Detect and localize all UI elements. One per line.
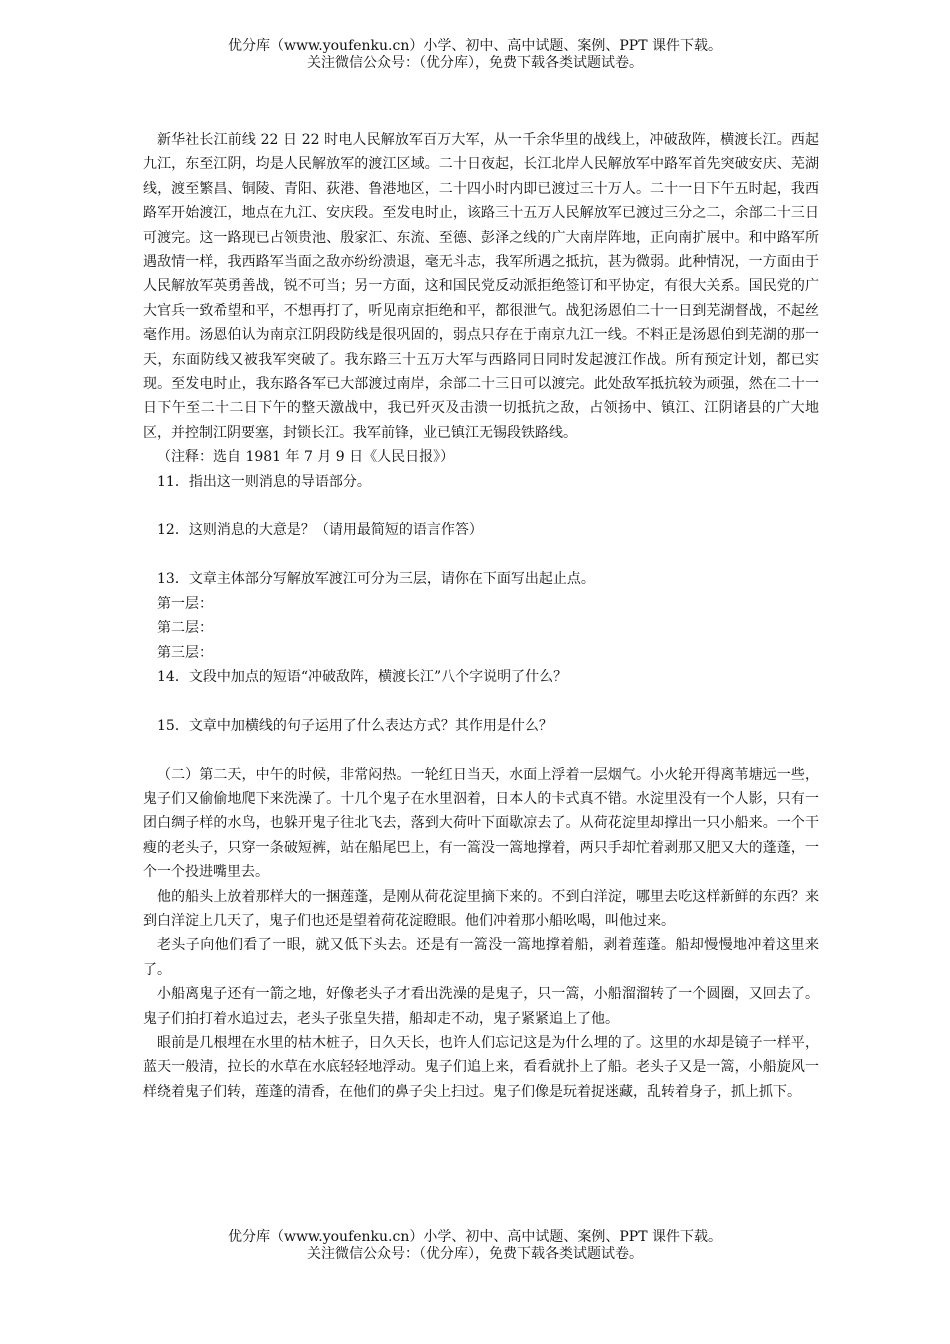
header-line-2: 关注微信公众号：（优分库），免费下载各类试题试卷。 bbox=[307, 55, 643, 71]
answer-space bbox=[143, 738, 819, 762]
document-body bbox=[143, 128, 819, 1104]
story-paragraph-2: 他的船头上放着那样大的一捆莲蓬，是刚从荷花淀里摘下来的。不到白洋淀，哪里去吃这样新鲜的东西？来到白洋淀上几天了，鬼子们也还是望着荷花淀瞪眼。他们冲着那小船吆喝，叫他过来。 bbox=[143, 888, 819, 929]
story-paragraph-3: 老头子向他们看了一眼，就又低下头去。还是有一篙没一篙地撑着船，剥着莲蓬。船却慢慢地冲着这里来了。 bbox=[143, 937, 819, 978]
question-11: 11．指出这一则消息的导语部分。 bbox=[157, 473, 371, 490]
question-15: 15．文章中加横线的句子运用了什么表达方式？其作用是什么？ bbox=[157, 717, 553, 734]
question-13: 13．文章主体部分写解放军渡江可分为三层，请你在下面写出起止点。 bbox=[157, 571, 595, 588]
header-line-1: 优分库（www.youfenku.cn）小学、初中、高中试题、案例、PPT 课件下载。 bbox=[227, 38, 722, 54]
source-note: （注释：选自 1981 年 7 月 9 日《人民日报》） bbox=[157, 449, 455, 466]
layer-3-label: 第三层： bbox=[157, 644, 213, 661]
page-header bbox=[0, 38, 950, 72]
news-passage: 新华社长江前线 22 日 22 时电人民解放军百万大军，从一千余华里的战线上，冲破敌阵，横渡长江。西起九江，东至江阴，均是人民解放军的渡江区域。二十日夜起，长江北岸人民解放军中路军首先突破安庆、芜湖线，渡至繁昌、铜陵、青阳、荻港、鲁港地区，二十四小时内即已渡过三十万人。二十一日下午五时起，我西路军开始渡江，地点在九江、安庆段。至发电时止，该路三十五万人民解放军已渡过三分之二，余部二十三日可渡完。这一路现已占领贵池、殷家汇、东流、至德、彭泽之线的广大南岸阵地，正向南扩展中。和中路军所遇敌情一样，我西路军当面之敌亦纷纷溃退，毫无斗志，我军所遇之抵抗，甚为微弱。此种情况，一方面由于人民解放军英勇善战，锐不可当；另一方面，这和国民党反动派拒绝签订和平协定，有很大关系。国民党的广大官兵一致希望和平，不想再打了，听见南京拒绝和平，都很泄气。战犯汤恩伯二十一日到芜湖督战，不起丝毫作用。汤恩伯认为南京江阴段防线是很巩固的，弱点只存在于南京九江一线。不料正是汤恩伯到芜湖的那一天，东面防线又被我军突破了。我东路三十五万大军与西路同日同时发起渡江作战。所有预定计划，都已实现。至发电时止，我东路各军已大部渡过南岸，余部二十三日可以渡完。此处敌军抵抗较为顽强，然在二十一日下午至二十二日下午的整天激战中，我已歼灭及击溃一切抵抗之敌，占领扬中、镇江、江阴诸县的广大地区，并控制江阴要塞，封锁长江。我军前锋，业已镇江无锡段铁路线。 bbox=[143, 132, 819, 441]
story-paragraph-1: （二）第二天，中午的时候，非常闷热。一轮红日当天，水面上浮着一层烟气。小火轮开得离苇塘远一些，鬼子们又偷偷地爬下来洗澡了。十几个鬼子在水里泅着，日本人的卡式真不错。水淀里没有一个人影，只有一团白绸子样的水鸟，也躲开鬼子往北飞去，落到大荷叶下面歇凉去了。从荷花淀里却撑出一只小船来。一个干瘦的老头子，只穿一条破短裤，站在船尾巴上，有一篙没一篙地撑着，两只手却忙着剥那又肥又大的蓬蓬，一个一个投进嘴里去。 bbox=[143, 766, 819, 881]
footer-line-1: 优分库（www.youfenku.cn）小学、初中、高中试题、案例、PPT 课件下载。 bbox=[227, 1229, 722, 1245]
story-paragraph-5: 眼前是几根埋在水里的枯木桩子，日久天长，也许人们忘记这是为什么埋的了。这里的水却是镜子一样平，蓝天一般清，拉长的水草在水底轻轻地浮动。鬼子们追上来，看看就扑上了船。老头子又是一篙，小船旋风一样绕着鬼子们转，莲蓬的清香，在他们的鼻子尖上扫过。鬼子们像是玩着捉迷藏，乱转着身子，抓上抓下。 bbox=[143, 1034, 819, 1100]
answer-space bbox=[143, 689, 819, 713]
question-14: 14．文段中加点的短语“冲破敌阵，横渡长江”八个字说明了什么？ bbox=[157, 668, 568, 685]
answer-space bbox=[143, 543, 819, 567]
question-12: 12．这则消息的大意是？（请用最简短的语言作答） bbox=[157, 522, 483, 539]
page-footer bbox=[0, 1229, 950, 1263]
layer-1-label: 第一层： bbox=[157, 595, 213, 612]
answer-space bbox=[143, 494, 819, 518]
layer-2-label: 第二层： bbox=[157, 620, 213, 637]
story-paragraph-4: 小船离鬼子还有一箭之地，好像老头子才看出洗澡的是鬼子，只一篙，小船溜溜转了一个圆圈，又回去了。鬼子们拍打着水追过去，老头子张皇失措，船却走不动，鬼子紧紧追上了他。 bbox=[143, 986, 819, 1027]
footer-line-2: 关注微信公众号：（优分库），免费下载各类试题试卷。 bbox=[307, 1246, 643, 1262]
